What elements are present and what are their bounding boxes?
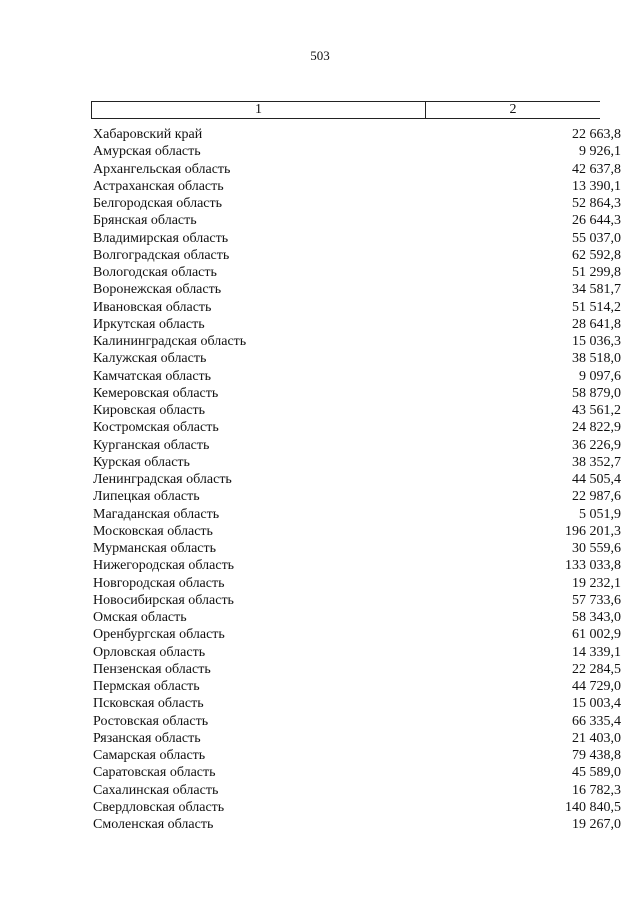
region-value: 44 505,4 — [572, 472, 621, 487]
region-name: Кировская область — [93, 403, 206, 418]
region-value: 30 559,6 — [572, 541, 621, 556]
region-value: 22 987,6 — [572, 489, 621, 505]
region-value: 43 561,2 — [572, 403, 621, 418]
region-value: 140 840,5 — [565, 799, 621, 815]
region-value: 13 390,1 — [572, 178, 621, 194]
region-name: Амурская область — [93, 144, 201, 160]
region-name: Волгоградская область — [93, 247, 230, 263]
region-value: 51 514,2 — [572, 299, 621, 315]
region-value: 79 438,8 — [572, 748, 621, 763]
table-body — [93, 126, 621, 833]
region-value: 15 036,3 — [572, 334, 621, 349]
table-row — [93, 609, 621, 626]
header-col-1: 1 — [92, 102, 426, 119]
table-row — [93, 713, 621, 730]
header-col-2: 2 — [426, 102, 601, 119]
region-name: Белгородская область — [93, 196, 223, 211]
region-name: Ростовская область — [93, 713, 209, 729]
region-value: 133 033,8 — [565, 558, 621, 574]
table-row — [93, 368, 621, 385]
region-name: Нижегородская область — [93, 558, 235, 574]
table-row — [93, 316, 621, 333]
region-name: Липецкая область — [93, 489, 200, 505]
table-row — [93, 488, 621, 505]
region-value: 9 097,6 — [579, 368, 621, 384]
table-row — [93, 540, 621, 557]
table-row — [93, 678, 621, 695]
table-row — [93, 350, 621, 367]
table-row — [93, 764, 621, 781]
page-number: 503 — [310, 48, 330, 63]
region-value: 51 299,8 — [572, 265, 621, 280]
region-value: 45 589,0 — [572, 765, 621, 781]
table-row — [93, 161, 621, 178]
region-value: 38 518,0 — [572, 351, 621, 367]
table-row — [93, 281, 621, 298]
region-name: Омская область — [93, 610, 187, 625]
region-name: Калининградская область — [93, 334, 247, 349]
table-row — [93, 333, 621, 350]
region-name: Владимирская область — [93, 230, 229, 246]
region-name: Свердловская область — [93, 799, 225, 815]
table-row — [93, 143, 621, 160]
region-value: 19 267,0 — [572, 817, 621, 832]
region-name: Архангельская область — [93, 161, 231, 177]
table-row — [93, 230, 621, 247]
region-name: Курганская область — [93, 437, 210, 453]
table-row — [93, 471, 621, 488]
table-row — [93, 782, 621, 799]
region-name: Оренбургская область — [93, 627, 225, 643]
region-name: Ивановская область — [93, 299, 212, 315]
table-row — [93, 644, 621, 661]
region-value: 36 226,9 — [572, 437, 621, 453]
region-name: Новосибирская область — [93, 592, 234, 608]
region-value: 44 729,0 — [572, 679, 621, 694]
region-value: 38 352,7 — [572, 454, 621, 470]
table-row — [93, 695, 621, 712]
region-value: 19 232,1 — [572, 575, 621, 591]
table-row — [93, 816, 621, 833]
region-name: Московская область — [93, 523, 213, 539]
region-value: 15 003,4 — [572, 696, 621, 712]
region-name: Магаданская область — [93, 506, 220, 522]
table-row — [93, 523, 621, 540]
region-value: 28 641,8 — [572, 316, 621, 332]
region-name: Кемеровская область — [93, 385, 219, 401]
table-row — [93, 626, 621, 643]
region-value: 66 335,4 — [572, 713, 621, 729]
region-value: 26 644,3 — [572, 213, 621, 229]
region-value: 21 403,0 — [572, 730, 621, 746]
region-name: Сахалинская область — [93, 782, 219, 798]
region-name: Астраханская область — [93, 178, 224, 194]
table-row — [93, 178, 621, 195]
region-value: 62 592,8 — [572, 247, 621, 263]
table-header — [91, 101, 600, 119]
region-value: 5 051,9 — [579, 506, 621, 522]
region-value: 58 879,0 — [572, 385, 621, 401]
region-name: Иркутская область — [93, 316, 205, 332]
region-name: Вологодская область — [93, 265, 217, 280]
region-name: Камчатская область — [93, 368, 212, 384]
region-value: 52 864,3 — [572, 196, 621, 211]
region-value: 16 782,3 — [572, 782, 621, 798]
region-name: Самарская область — [93, 748, 206, 763]
table-row — [93, 575, 621, 592]
table-row — [93, 385, 621, 402]
region-value: 58 343,0 — [572, 610, 621, 625]
region-name: Хабаровский край — [93, 127, 203, 142]
region-value: 22 284,5 — [572, 661, 621, 677]
table-row — [93, 747, 621, 764]
table-row — [93, 454, 621, 471]
table-row — [93, 247, 621, 264]
region-name: Пермская область — [93, 679, 200, 694]
region-name: Рязанская область — [93, 730, 201, 746]
region-name: Курская область — [93, 454, 190, 470]
region-value: 22 663,8 — [572, 127, 621, 142]
region-value: 9 926,1 — [579, 144, 621, 160]
region-value: 24 822,9 — [572, 420, 621, 436]
region-value: 61 002,9 — [572, 627, 621, 643]
table-row — [93, 195, 621, 212]
table-row — [93, 264, 621, 281]
region-name: Костромская область — [93, 420, 219, 436]
table-row — [93, 506, 621, 523]
region-name: Саратовская область — [93, 765, 216, 781]
table-row — [93, 661, 621, 678]
table-row — [93, 299, 621, 316]
region-name: Пензенская область — [93, 661, 211, 677]
region-name: Псковская область — [93, 696, 204, 712]
table-row — [93, 557, 621, 574]
region-name: Смоленская область — [93, 817, 214, 832]
table-row — [93, 402, 621, 419]
region-value: 14 339,1 — [572, 644, 621, 660]
region-name: Новгородская область — [93, 575, 225, 591]
table-row — [93, 730, 621, 747]
region-value: 42 637,8 — [572, 161, 621, 177]
region-name: Воронежская область — [93, 282, 222, 298]
region-name: Мурманская область — [93, 541, 217, 556]
region-value: 55 037,0 — [572, 230, 621, 246]
table-row — [93, 799, 621, 816]
region-name: Брянская область — [93, 213, 197, 229]
table-row — [93, 592, 621, 609]
region-name: Ленинградская область — [93, 472, 232, 487]
table-row — [93, 126, 621, 143]
table-row — [93, 212, 621, 229]
table-row — [93, 437, 621, 454]
region-value: 34 581,7 — [572, 282, 621, 298]
region-value: 196 201,3 — [565, 523, 621, 539]
table-row — [93, 419, 621, 436]
region-name: Орловская область — [93, 644, 206, 660]
region-name: Калужская область — [93, 351, 207, 367]
region-value: 57 733,6 — [572, 592, 621, 608]
